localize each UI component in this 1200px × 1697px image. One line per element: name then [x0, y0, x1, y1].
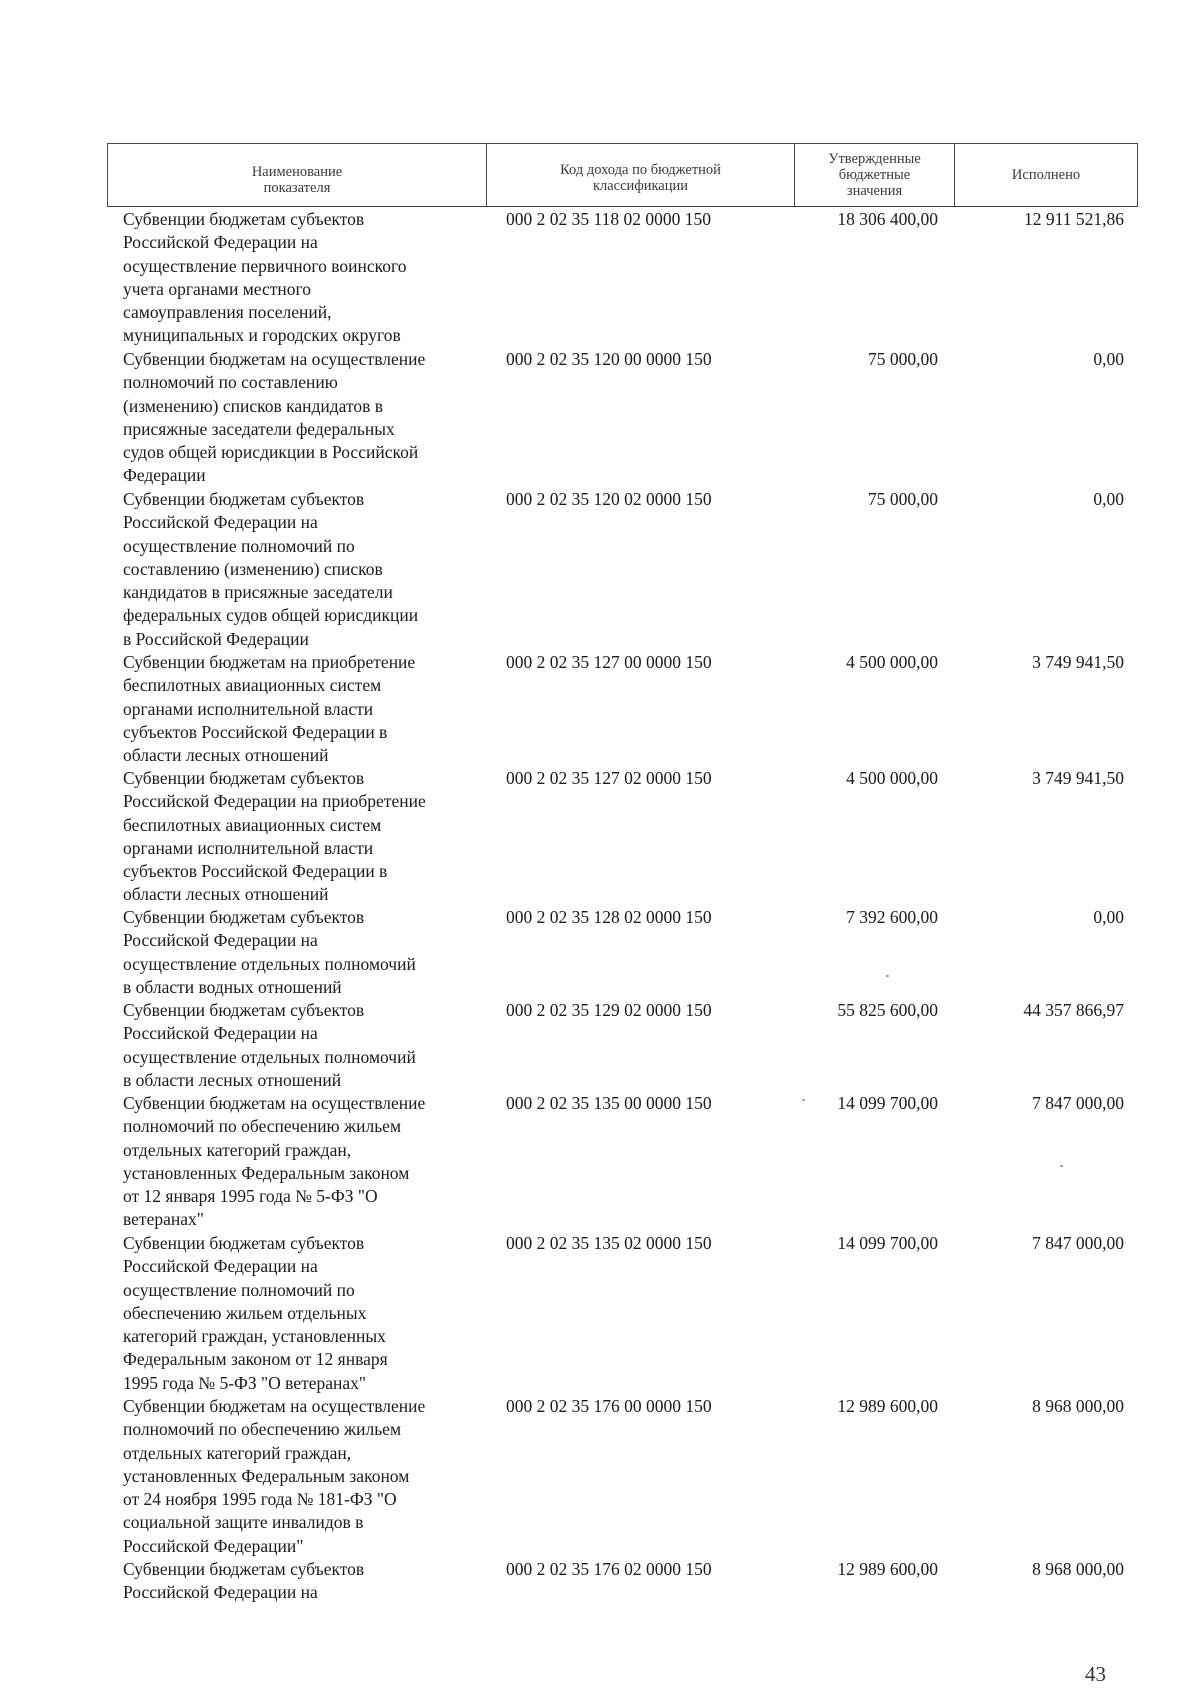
table-header: [107, 143, 1138, 207]
scan-speck: [1060, 1165, 1063, 1167]
row-executed: 3 749 941,50: [1032, 652, 1124, 672]
row-code: 000 2 02 35 135 02 0000 150: [506, 1233, 712, 1253]
row-name: Субвенции бюджетам субъектов Российской Федерации на осуществление полномочий по обеспечению жильем отдельных категорий граждан, установленных Федеральным законом от 12 января 1995 года № 5-ФЗ "О ветеранах": [123, 1233, 388, 1393]
row-code: 000 2 02 35 129 02 0000 150: [506, 1000, 712, 1020]
row-name: Субвенции бюджетам на осуществление полномочий по обеспечению жильем отдельных категорий граждан, установленных Федеральным законом от 12 января 1995 года № 5-ФЗ "О ветеранах": [123, 1093, 426, 1230]
row-approved: 4 500 000,00: [846, 652, 938, 672]
row-code: 000 2 02 35 120 00 0000 150: [506, 349, 712, 369]
row-approved: 7 392 600,00: [846, 907, 938, 927]
row-approved: 75 000,00: [868, 349, 938, 369]
row-code: 000 2 02 35 127 02 0000 150: [506, 768, 712, 788]
row-approved: 4 500 000,00: [846, 768, 938, 788]
page-number: 43: [1085, 1662, 1106, 1686]
row-executed: 0,00: [1093, 907, 1124, 927]
row-name: Субвенции бюджетам на приобретение беспилотных авиационных систем органами исполнительной власти субъектов Российской Федерации в области лесных отношений: [123, 652, 416, 766]
row-executed: 12 911 521,86: [1024, 209, 1124, 229]
row-approved: 75 000,00: [868, 489, 938, 509]
row-name: Субвенции бюджетам субъектов Российской Федерации на: [123, 1559, 365, 1603]
row-code: 000 2 02 35 128 02 0000 150: [506, 907, 712, 927]
header-name: Наименование показателя: [251, 164, 343, 196]
row-approved: 55 825 600,00: [837, 1000, 938, 1020]
row-name: Субвенции бюджетам на осуществление полномочий по обеспечению жильем отдельных категорий граждан, установленных Федеральным законом от 24 ноября 1995 года № 181-ФЗ "О социальной защите инвалидов в Российской Федерации": [123, 1396, 426, 1556]
scan-speck: [886, 975, 889, 977]
row-approved: 12 989 600,00: [837, 1396, 938, 1416]
header-executed: Исполнено: [954, 144, 1137, 206]
header-approved: Утвержденные бюджетные значения: [794, 144, 954, 206]
row-name: Субвенции бюджетам субъектов Российской Федерации на осуществление первичного воинского учета органами местного самоуправления поселений, муниципальных и городских округов: [123, 209, 407, 346]
header-code: Код дохода по бюджетной классификации: [486, 144, 794, 206]
row-name: Субвенции бюджетам субъектов Российской Федерации на осуществление полномочий по составлению (изменению) списков кандидатов в присяжные заседатели федеральных судов общей юрисдикции в Российской Федерации: [123, 489, 419, 649]
row-name: Субвенции бюджетам на осуществление полномочий по составлению (изменению) списков кандидатов в присяжные заседатели федеральных судов общей юрисдикции в Российской Федерации: [123, 349, 426, 486]
row-approved: 14 099 700,00: [837, 1233, 938, 1253]
row-approved: 12 989 600,00: [837, 1559, 938, 1579]
row-code: 000 2 02 35 118 02 0000 150: [506, 209, 711, 229]
row-executed: 8 968 000,00: [1032, 1396, 1124, 1416]
row-code: 000 2 02 35 176 02 0000 150: [506, 1559, 712, 1579]
row-code: 000 2 02 35 120 02 0000 150: [506, 489, 712, 509]
row-name: Субвенции бюджетам субъектов Российской Федерации на осуществление отдельных полномочий в области лесных отношений: [123, 1000, 416, 1090]
row-executed: 0,00: [1093, 489, 1124, 509]
row-executed: 7 847 000,00: [1032, 1233, 1124, 1253]
row-name: Субвенции бюджетам субъектов Российской Федерации на осуществление отдельных полномочий в области водных отношений: [123, 907, 416, 997]
row-executed: 44 357 866,97: [1023, 1000, 1124, 1020]
row-approved: 14 099 700,00: [837, 1093, 938, 1113]
row-code: 000 2 02 35 135 00 0000 150: [506, 1093, 712, 1113]
row-executed: 8 968 000,00: [1032, 1559, 1124, 1579]
row-name: Субвенции бюджетам субъектов Российской Федерации на приобретение беспилотных авиационных систем органами исполнительной власти субъектов Российской Федерации в области лесных отношений: [123, 768, 426, 905]
row-executed: 7 847 000,00: [1032, 1093, 1124, 1113]
row-code: 000 2 02 35 176 00 0000 150: [506, 1396, 712, 1416]
row-code: 000 2 02 35 127 00 0000 150: [506, 652, 712, 672]
row-executed: 3 749 941,50: [1032, 768, 1124, 788]
row-approved: 18 306 400,00: [837, 209, 938, 229]
row-executed: 0,00: [1093, 349, 1124, 369]
scan-speck: [802, 1099, 805, 1101]
